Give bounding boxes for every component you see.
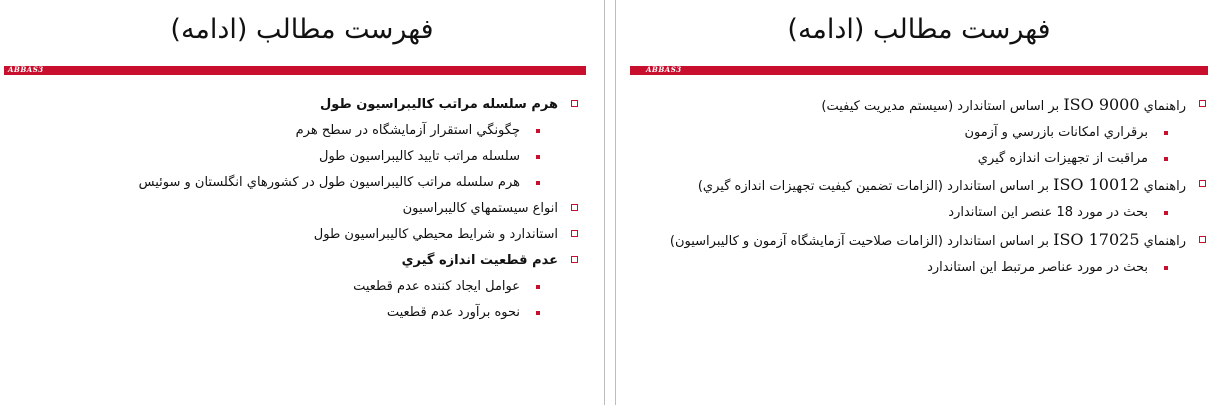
dot-bullet-icon (536, 285, 540, 289)
dot-bullet-icon (1164, 266, 1168, 270)
list-item: نحوه برآورد عدم قطعيت (80, 300, 580, 326)
list-item: بحث در مورد 18 عنصر اين استاندارد (648, 200, 1208, 226)
slide-title: فهرست مطالب (ادامه) (170, 14, 434, 45)
dot-bullet-icon (1164, 131, 1168, 135)
dot-bullet-icon (536, 155, 540, 159)
list-item: انواع سيستمهاي کاليبراسيون (80, 196, 580, 222)
slide-logo: ABBAS3 (646, 65, 682, 74)
square-bullet-icon (571, 230, 578, 237)
list-item: هرم سلسله مراتب کالیبراسیون طول (80, 92, 580, 118)
list-item: چگونگي استقرار آزمايشگاه در سطح هرم (80, 118, 580, 144)
dot-bullet-icon (536, 181, 540, 185)
dot-bullet-icon (536, 311, 540, 315)
list-item: راهنماي ISO 17025 بر اساس استاندارد (الزامات صلاحيت آزمايشگاه آزمون و کاليبراسيون) (648, 226, 1208, 255)
title-underline-bar (4, 66, 586, 75)
square-bullet-icon (571, 100, 578, 107)
slide-logo: ABBAS3 (8, 65, 44, 74)
square-bullet-icon (1199, 236, 1206, 243)
square-bullet-icon (571, 204, 578, 211)
square-bullet-icon (1199, 100, 1206, 107)
list-item: بحث در مورد عناصر مرتبط اين استاندارد (648, 255, 1208, 281)
list-item: مراقبت از تجهيزات اندازه گيري (648, 146, 1208, 172)
dot-bullet-icon (536, 129, 540, 133)
right-slide (616, 0, 1222, 405)
bullet-list (648, 92, 1208, 281)
title-underline-bar (630, 66, 1208, 75)
list-item: استاندارد و شرايط محيطي کاليبراسيون طول (80, 222, 580, 248)
bullet-list (80, 92, 580, 326)
list-item: عدم قطعيت اندازه گيري (80, 248, 580, 274)
dot-bullet-icon (1164, 157, 1168, 161)
slide-divider (604, 0, 616, 405)
square-bullet-icon (1199, 180, 1206, 187)
left-slide (0, 0, 604, 405)
list-item: برقراري امکانات بازرسي و آزمون (648, 120, 1208, 146)
list-item: عوامل ايجاد کننده عدم قطعيت (80, 274, 580, 300)
list-item: راهنماي ISO 9000 بر اساس استاندارد (سيستم مديريت کيفيت) (648, 92, 1208, 120)
list-item: سلسله مراتب تاييد کاليبراسيون طول (80, 144, 580, 170)
dot-bullet-icon (1164, 211, 1168, 215)
slide-title: فهرست مطالب (ادامه) (787, 14, 1051, 45)
list-item: هرم سلسله مراتب کاليبراسيون طول در کشورهاي انگلستان و سوئيس (80, 170, 580, 196)
list-item: راهنماي ISO 10012 بر اساس استاندارد (الزامات تضمين کيفيت تجهيزات اندازه گيري) (648, 172, 1208, 200)
square-bullet-icon (571, 256, 578, 263)
